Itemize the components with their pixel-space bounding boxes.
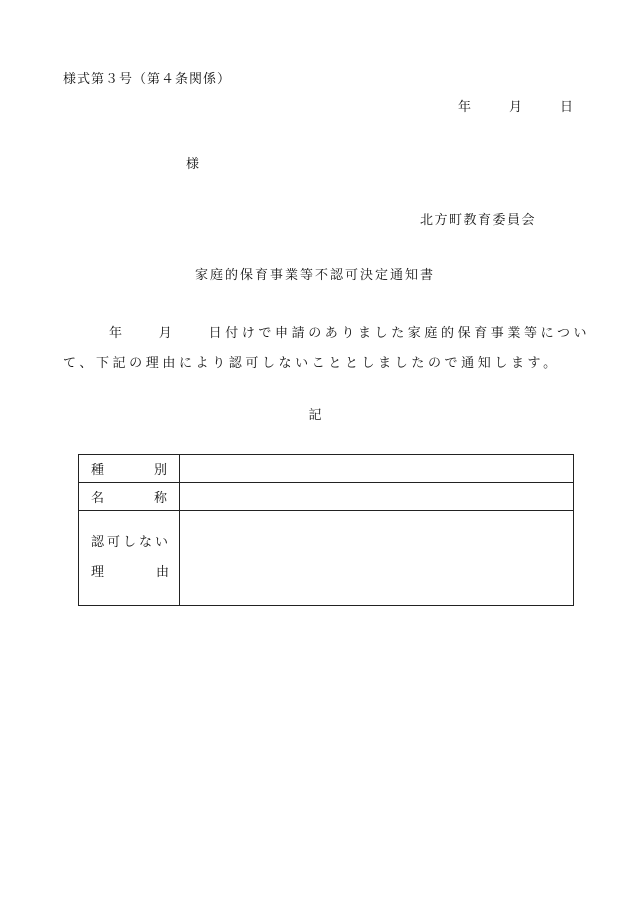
date-day: 日	[560, 100, 574, 115]
name-value	[180, 483, 574, 511]
type-label: 種 別	[79, 455, 180, 483]
table-row-type	[79, 455, 574, 483]
reason-value	[180, 511, 574, 606]
body-line-2: て、下記の理由により認可しないこととしましたので通知します。	[63, 356, 560, 371]
addressee: 様	[186, 157, 200, 172]
body-text	[63, 319, 591, 379]
document-title: 家庭的保育事業等不認可決定通知書	[194, 268, 435, 283]
type-value	[180, 455, 574, 483]
info-table	[78, 454, 574, 606]
date-year: 年	[458, 100, 472, 115]
ki-heading: 記	[308, 408, 322, 423]
table-row-name	[79, 483, 574, 511]
issuer: 北方町教育委員会	[420, 213, 537, 228]
reason-label: 認可しない 理 由	[79, 511, 180, 606]
date-line	[458, 96, 573, 115]
body-line-1: 年 月 日付けで申請のありました家庭的保育事業等につい	[109, 326, 591, 341]
form-number: 様式第３号（第４条関係）	[63, 72, 232, 87]
name-label: 名 称	[79, 483, 180, 511]
date-month: 月	[509, 100, 523, 115]
table-row-reason	[79, 511, 574, 606]
